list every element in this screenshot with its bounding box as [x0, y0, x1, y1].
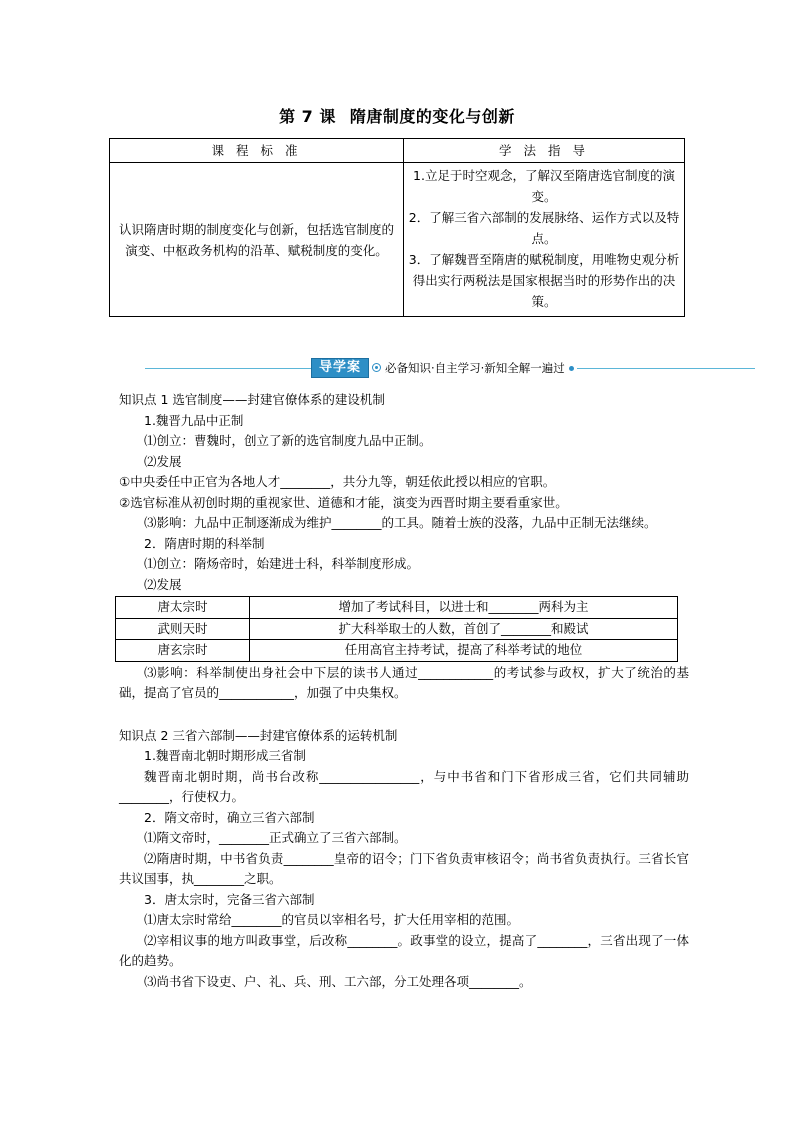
subheading: 3．唐太宗时，完备三省六部制: [144, 891, 315, 907]
paragraph: 魏晋南北朝时期，尚书台改称________________，与中书省和门下省形成三省，它们共同辅助________，行使权力。: [119, 768, 689, 804]
subheading: 2．隋唐时期的科举制: [144, 535, 265, 551]
paragraph: ⑶影响：科举制使出身社会中下层的读书人通过____________的考试参与政权，扩大了统治的基础，提高了官员的____________，加强了中央集权。: [119, 664, 689, 700]
guidance-item: 1.立足于时空观念，了解汉至隋唐选官制度的演变。: [413, 168, 675, 204]
paragraph: ⑴唐太宗时常给________的官员以宰相名号，扩大任用宰相的范围。: [144, 912, 520, 927]
table-cell-era: 唐太宗时: [116, 597, 250, 619]
banner-end-dot-icon: [569, 366, 574, 371]
table-cell-era: 武则天时: [116, 618, 250, 640]
paragraph: ⑶尚书省下设吏、户、礼、兵、刑、工六部，分工处理各项________。: [144, 973, 532, 989]
paragraph: ⑵宰相议事的地方叫政事堂，后改称________。政事堂的设立，提高了________，三省出现了一体化的趋势。: [119, 932, 689, 968]
guidance-item: 3．了解魏晋至隋唐的赋税制度，用唯物史观分析得出实行两税法是国家根据当时的形势作出的决策。: [408, 252, 680, 309]
lesson-number: 第 7 课: [279, 107, 336, 126]
subheading: 1.魏晋南北朝时期形成三省制: [144, 748, 306, 763]
banner-subtitle: 必备知识·自主学习·新知全解一遍过: [385, 361, 565, 375]
paragraph: ⑴创立：曹魏时，创立了新的选官制度九品中正制。: [144, 433, 432, 448]
paragraph: ②选官标准从初创时期的重视家世、道德和才能，演变为西晋时期主要看重家世。: [119, 494, 568, 510]
standards-header: 课 程 标 准: [110, 139, 404, 163]
paragraph: ⑵发展: [144, 453, 182, 469]
banner-rule-right: [577, 368, 755, 369]
standards-table: [109, 138, 685, 317]
paragraph: ⑴隋文帝时，________正式确立了三省六部制。: [144, 830, 407, 845]
standards-text: 认识隋唐时期的制度变化与创新，包括选官制度的演变、中枢政务机构的沿革、赋税制度的变化。: [110, 163, 404, 317]
paragraph: ①中央委任中正官为各地人才________，共分九等，朝廷依此授以相应的官职。: [119, 474, 556, 489]
section-heading: 知识点 1 选官制度——封建官僚体系的建设机制: [119, 392, 385, 407]
paragraph: ⑴创立：隋炀帝时，始建进士科，科举制度形成。: [144, 556, 420, 571]
paragraph: ⑵隋唐时期，中书省负责________皇帝的诏令；门下省负责审核诏令；尚书省负责执行。三省长官共议国事，执________之职。: [119, 850, 689, 886]
paragraph: ⑶影响：九品中正制逐渐成为维护________的工具。随着士族的没落，九品中正制无法继续。: [144, 515, 657, 530]
main-content: [119, 390, 689, 992]
guidance-header: 学 法 指 导: [404, 139, 685, 163]
lesson-name: 隋唐制度的变化与创新: [349, 107, 515, 126]
banner-dot-icon: [372, 363, 381, 372]
banner-badge: 导学案: [311, 358, 369, 378]
table-cell-desc: 增加了考试科目，以进士和________两科为主: [250, 597, 678, 619]
table-row: [116, 618, 678, 640]
paragraph: ⑵发展: [144, 576, 182, 592]
guidance-list: [404, 163, 685, 317]
guidance-item: 2．了解三省六部制的发展脉络、运作方式以及特点。: [408, 210, 680, 246]
banner-rule-left: [145, 368, 311, 369]
table-cell-era: 唐玄宗时: [116, 640, 250, 662]
table-row: [116, 597, 678, 619]
section-heading: 知识点 2 三省六部制——封建官僚体系的运转机制: [119, 727, 398, 743]
subheading: 2．隋文帝时，确立三省六部制: [144, 809, 315, 825]
table-cell-desc: 任用高官主持考试，提高了科举考试的地位: [250, 640, 678, 662]
table-row: [116, 640, 678, 662]
subheading: 1.魏晋九品中正制: [144, 412, 244, 428]
table-cell-desc: 扩大科举取士的人数，首创了________和殿试: [250, 618, 678, 640]
page-title: [0, 104, 794, 127]
section-banner: [145, 356, 755, 380]
exam-development-table: [115, 596, 678, 662]
